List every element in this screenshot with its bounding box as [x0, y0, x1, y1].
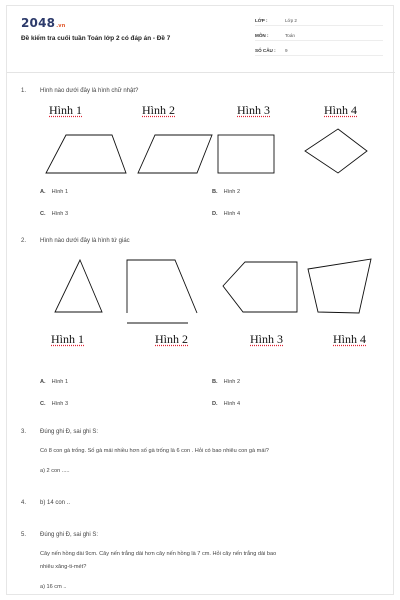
question-text: Hình nào dưới đây là hình tứ giác	[40, 238, 130, 244]
option-a[interactable]: A. Hình 1	[40, 189, 69, 195]
question-number: 2.	[21, 238, 27, 244]
question-body-line: Có 8 con gà trống. Số gà mái nhiều hơn số gà trống là 6 con . Hỏi có bao nhiêu con gà mái?	[40, 448, 269, 454]
quadrilateral-shape	[308, 259, 371, 313]
question-text: Đúng ghi Đ, sai ghi S:	[40, 532, 99, 538]
option-c[interactable]: C. Hình 3	[40, 211, 69, 217]
meta-value: Toán	[285, 33, 295, 38]
answer-line: a) 16 cm ..	[40, 584, 67, 590]
question-number: 4.	[21, 500, 27, 506]
logo-text: 2048	[21, 16, 56, 30]
meta-value: Lớp 2	[285, 18, 297, 23]
question-body-line: Cây nến hồng dài 9cm. Cây nến trắng dài hơn cây nến hồng là 7 cm. Hỏi cây nến trắng dài bao	[40, 551, 277, 557]
question-2-shapes	[7, 6, 395, 600]
option-d[interactable]: D. Hình 4	[212, 401, 241, 407]
shape-label-2: Hình 2	[155, 332, 188, 346]
option-b[interactable]: B. Hình 2	[212, 379, 241, 385]
meta-key: LỚP :	[255, 18, 268, 23]
worksheet-title: Đề kiểm tra cuối tuần Toán lớp 2 có đáp án - Đề 7	[21, 35, 171, 42]
shape-label-3: Hình 3	[250, 332, 283, 346]
question-number: 5.	[21, 532, 27, 538]
meta-value: 9	[285, 48, 288, 53]
question-number: 1.	[21, 88, 27, 94]
shape-label-4: Hình 4	[324, 103, 357, 117]
answer-line: a) 2 con .....	[40, 468, 70, 474]
question-text: b) 14 con ..	[40, 500, 71, 506]
meta-key: SỐ CÂU :	[255, 48, 276, 53]
shape-label-4: Hình 4	[333, 332, 366, 346]
question-text: Đúng ghi Đ, sai ghi S:	[40, 429, 99, 435]
worksheet-page	[6, 5, 394, 595]
open-figure-shape	[127, 260, 197, 313]
shape-label-1: Hình 1	[49, 103, 82, 117]
question-body-line: nhiêu xăng-ti-mét?	[40, 564, 87, 570]
question-number: 3.	[21, 429, 27, 435]
pentagon-shape	[223, 262, 297, 312]
logo-suffix: .vn	[56, 23, 66, 29]
option-c[interactable]: C. Hình 3	[40, 401, 69, 407]
option-d[interactable]: D. Hình 4	[212, 211, 241, 217]
meta-key: MÔN :	[255, 33, 269, 38]
option-b[interactable]: B. Hình 2	[212, 189, 241, 195]
shape-label-2: Hình 2	[142, 103, 175, 117]
shape-label-1: Hình 1	[51, 332, 84, 346]
triangle-shape	[55, 260, 102, 312]
question-text: Hình nào dưới đây là hình chữ nhật?	[40, 88, 139, 94]
option-a[interactable]: A. Hình 1	[40, 379, 69, 385]
shape-label-3: Hình 3	[237, 103, 270, 117]
